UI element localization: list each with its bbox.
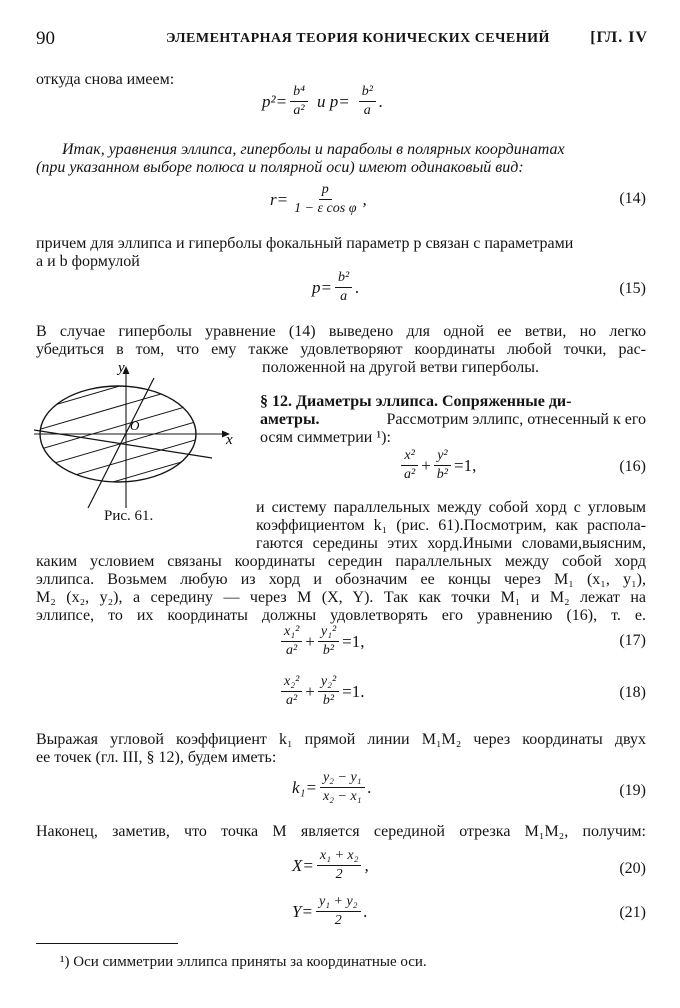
fraction [290,84,308,119]
formula-part: , [362,189,367,209]
numerator: y₁² [318,624,339,642]
formula-part: k₁= [292,777,317,797]
text-line: коэффициентом k₁ (рис. 61).Посмотрим, как распола- [256,517,646,534]
fraction [320,770,365,805]
text-line: и систему параллельных между собой хорд с угловым [256,499,646,516]
ellipse-chords-diagram [30,358,246,530]
y-axis-label: y [118,360,125,376]
formula-part: =1. [342,681,365,701]
equation-number: (19) [619,782,646,799]
origin-label: O [130,418,140,433]
equation-19 [292,770,372,805]
numerator: b² [335,270,352,288]
chapter-label: [ГЛ. IV [590,29,648,46]
numerator: x² [401,448,417,466]
denominator: a² [404,467,416,482]
denominator: 1 − ε cos φ [294,201,357,216]
footnote-rule [36,943,178,944]
denominator: a [340,289,348,304]
running-header [36,28,648,52]
formula-part: . [378,91,384,111]
fraction [359,84,376,119]
text-line: каким условием связаны координаты середин параллельных между собой хорд [36,553,646,570]
text-line: эллипсе, то их координаты должны удовлетворять его уравнению (16), т. е. [36,607,646,624]
denominator: a² [286,643,298,658]
equation-number: (17) [619,632,646,649]
text-line: В случае гиперболы уравнение (14) выведено для одной ее ветви, но легко [36,323,646,340]
formula-part: и p= [316,91,350,111]
figure-61 [30,358,246,530]
denominator: a [363,103,371,118]
equation-number: (21) [619,904,646,921]
equation-number: (15) [619,280,646,297]
numerator: x₁² [281,624,302,642]
text-line: откуда снова имеем: [36,71,175,88]
section-heading: § 12. Диаметры эллипса. Сопряженные ди- [260,393,572,410]
fraction [335,270,352,305]
numerator: x₁ + x₂ [317,848,362,866]
fraction [434,448,451,483]
denominator: 2 [334,913,342,928]
text-line: Выражая угловой коэффициент k₁ прямой линии M₁M₂ через координаты двух [36,731,646,748]
fraction [401,448,418,483]
fraction [316,894,361,929]
fraction [317,848,362,883]
formula-part: =1, [454,455,477,475]
page-number: 90 [36,28,55,49]
equation-18 [278,674,365,709]
section-heading-end: аметры. [260,411,320,428]
denominator: b² [322,693,335,708]
denominator: x₂ − x₁ [322,789,362,804]
figure-caption: Рис. 61. [104,508,154,524]
numerator: b⁴ [290,84,308,102]
formula-part: + [305,681,315,701]
equation-16 [398,448,476,483]
text-line: убедиться в том, что ему также удовлетворяют координаты любой точки, рас- [36,341,646,358]
equation-number: (20) [619,860,646,877]
equation-number: (18) [619,684,646,701]
parallel-chords [30,358,246,530]
numerator: b² [359,84,376,102]
midpoint-line [88,378,154,508]
fraction [281,674,302,709]
formula-part: r= [270,189,289,209]
formula-part: p²= [262,91,288,111]
formula-part: . [355,277,360,297]
formula-part: + [305,631,315,651]
formula-part: =1, [342,631,365,651]
numerator: y₂² [318,674,339,692]
fraction [281,624,302,659]
denominator: b² [322,643,335,658]
equation-number: (14) [619,190,646,207]
text-line [260,410,646,430]
equation-21 [292,894,368,929]
running-title: ЭЛЕМЕНТАРНАЯ ТЕОРИЯ КОНИЧЕСКИХ СЕЧЕНИЙ [166,31,550,46]
fraction [318,674,339,709]
denominator: a² [293,103,305,118]
formula-part: Y= [292,901,313,921]
numerator: p [319,182,332,200]
italic-line: (при указанном выборе полюса и полярной оси) имеют одинаковый вид: [36,159,524,176]
formula-part: . [363,901,368,921]
text-line: причем для эллипса и гиперболы фокальный параметр p связан с параметрами [36,235,574,252]
numerator: x₂² [281,674,302,692]
formula-part: X= [292,855,314,875]
text-line: гаются середины этих хорд.Иными словами,выясним, [256,535,646,552]
text-line: осям симметрии ¹): [260,429,391,446]
formula-part: , [364,855,369,875]
numerator: y² [434,448,450,466]
text-line: a и b формулой [36,253,140,270]
equation-15 [312,270,359,305]
fraction [318,624,339,659]
text-span: Рассмотрим эллипс, отнесенный к его [386,411,646,428]
equation-17 [278,624,365,659]
text-line: ее точек (гл. III, § 12), будем иметь: [36,749,277,766]
text-line: эллипса. Возьмем любую из хорд и обозначим ее концы через M₁ (x₁, y₁), [36,571,646,588]
formula-part: . [367,777,372,797]
formula-part: p= [312,277,332,297]
equation-20 [292,848,369,883]
equation-number: (16) [619,458,646,475]
text-line: Наконец, заметив, что точка M является серединой отрезка M₁M₂, получим: [36,823,646,840]
equation-14 [270,182,367,217]
fraction [291,182,359,217]
denominator: 2 [335,867,343,882]
denominator: a² [286,693,298,708]
denominator: b² [436,467,448,482]
formula-p-squared [262,84,383,119]
text-line: M₂ (x₂, y₂), а середину — через M (X, Y). Так как точки M₁ и M₂ лежат на [36,589,646,606]
footnote: ¹) Оси симметрии эллипса приняты за координатные оси. [60,954,427,970]
x-axis-label: x [226,432,233,448]
formula-part: + [421,455,431,475]
numerator: y₂ − y₁ [320,770,365,788]
text-line: положенной на другой ветви гиперболы. [262,359,540,376]
italic-line: Итак, уравнения эллипса, гиперболы и параболы в полярных координатах [62,141,565,158]
numerator: y₁ + y₂ [316,894,361,912]
